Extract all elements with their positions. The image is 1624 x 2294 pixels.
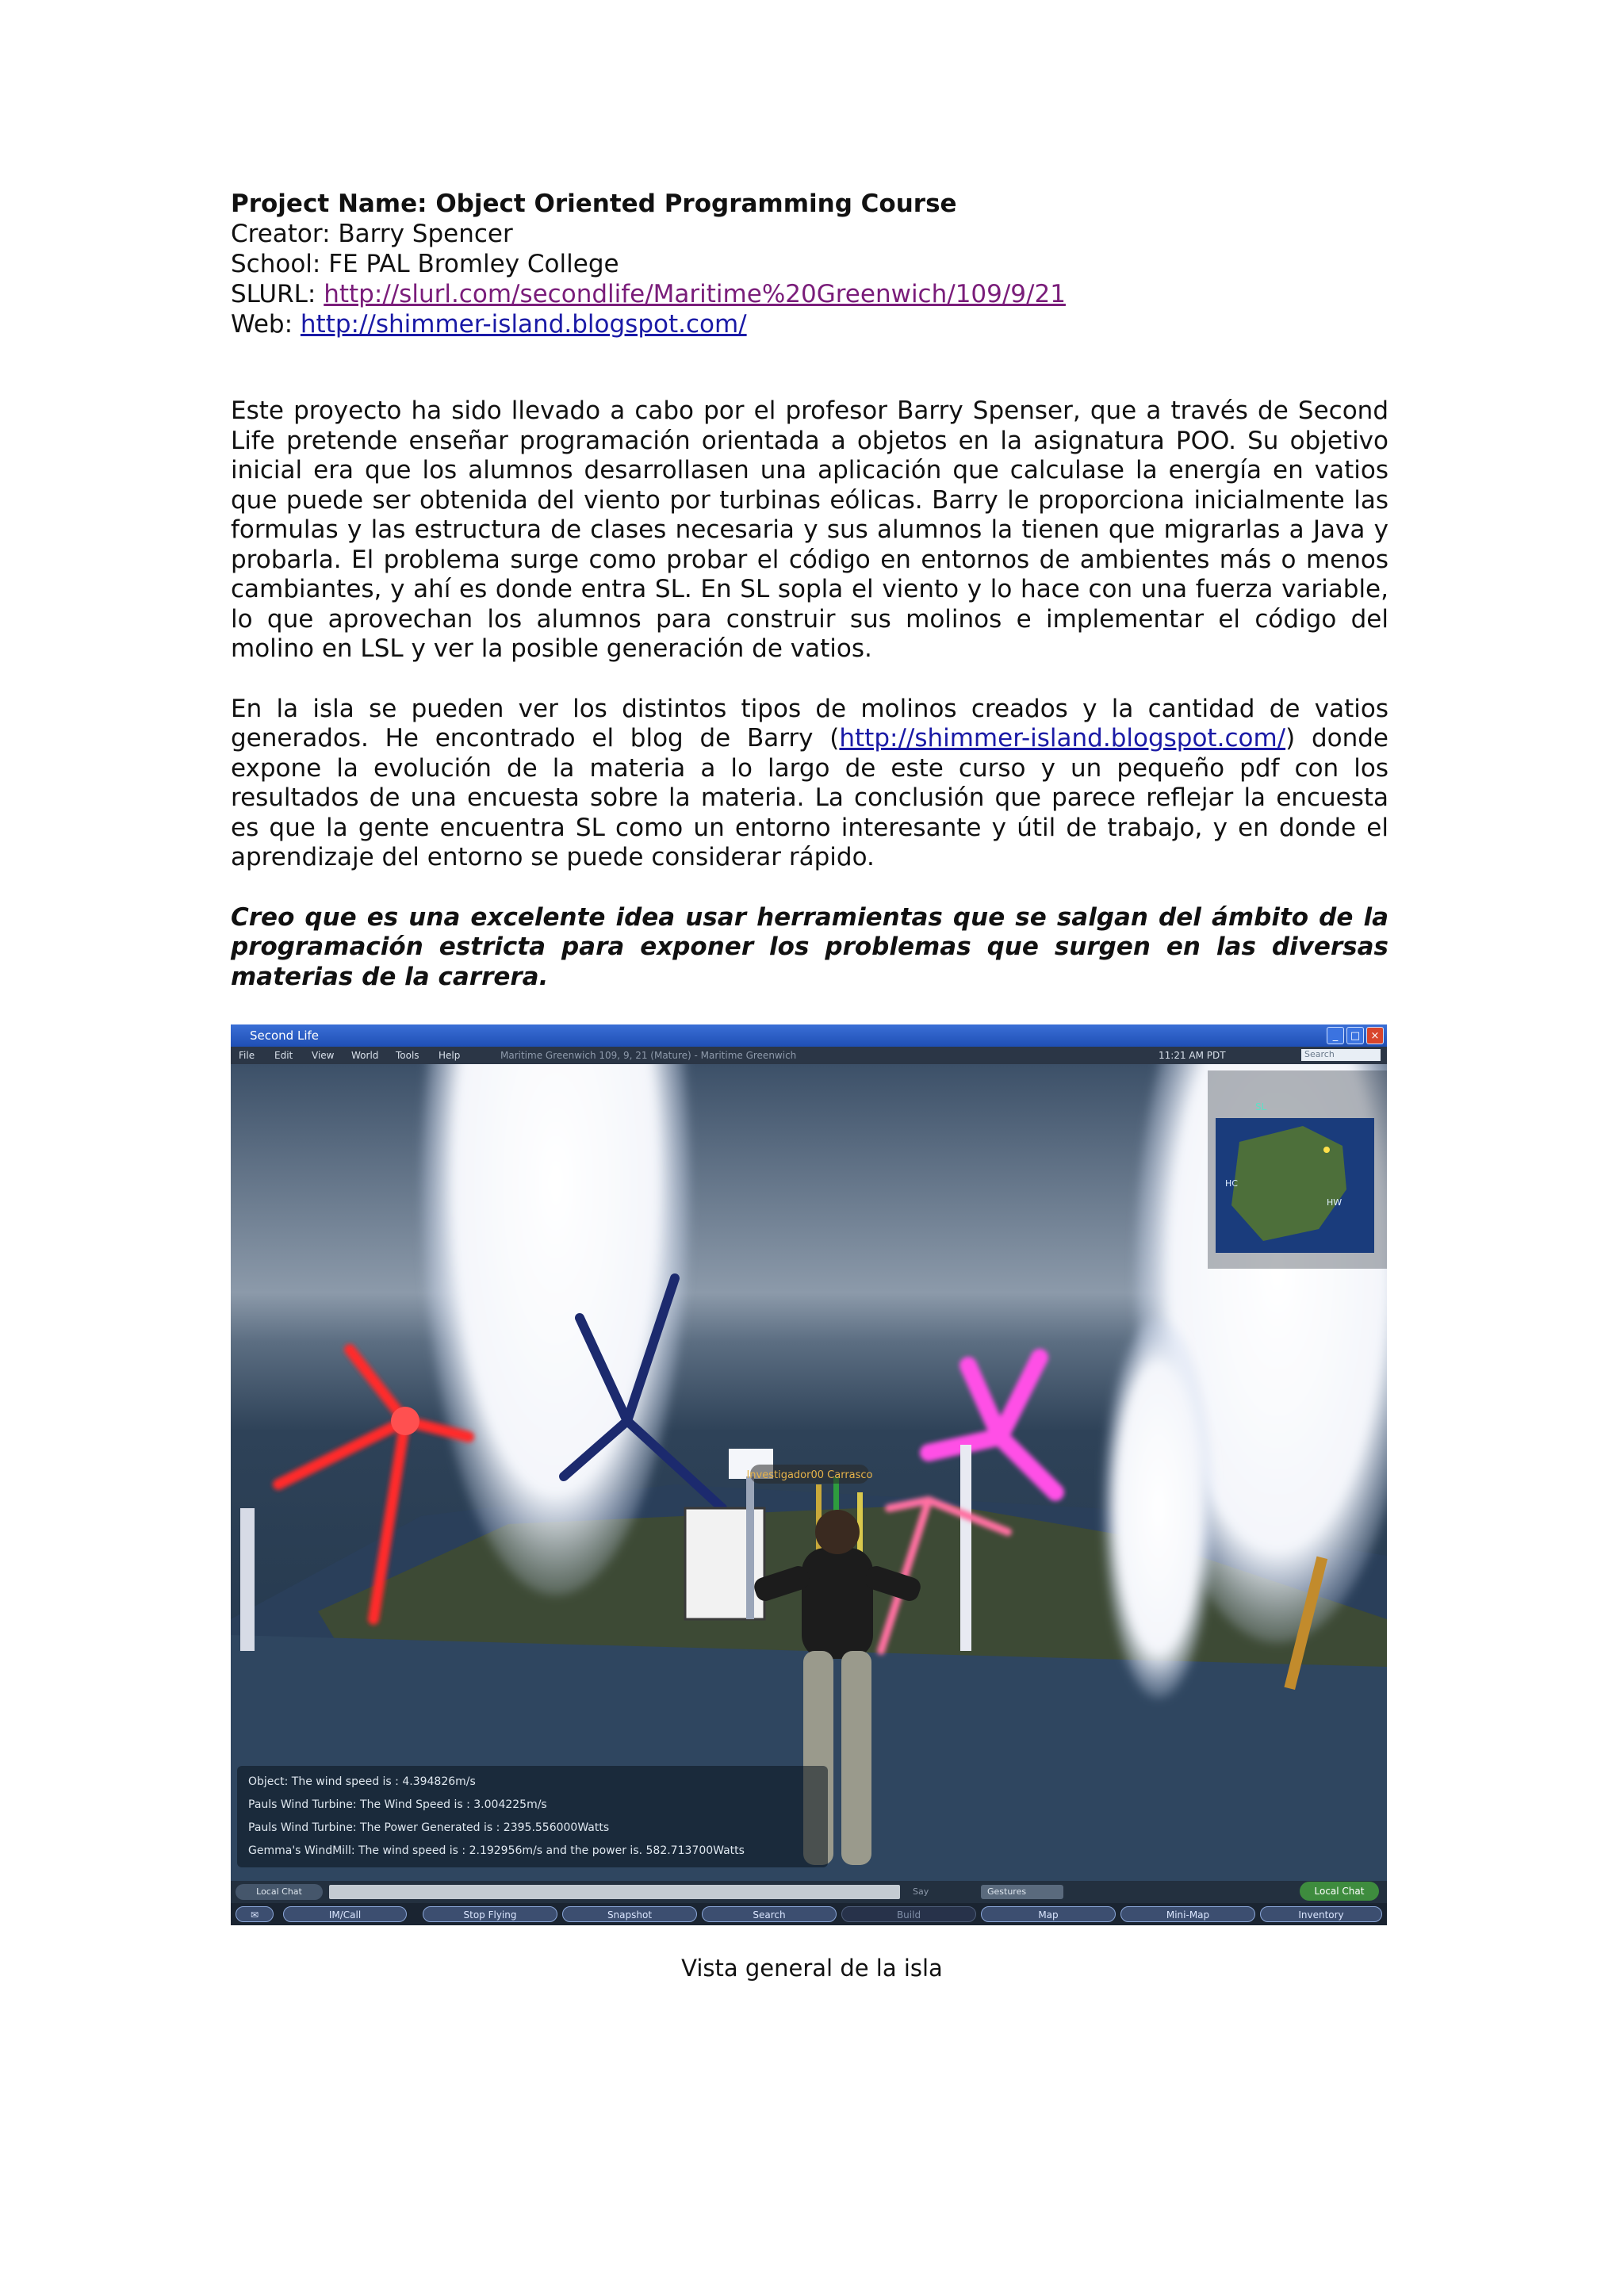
- search-input[interactable]: Search: [1301, 1049, 1381, 1061]
- maximize-button[interactable]: □: [1346, 1027, 1364, 1044]
- menu-help[interactable]: Help: [439, 1050, 461, 1061]
- chat-line: Pauls Wind Turbine: The Power Generated is : 2395.556000Watts: [248, 1821, 610, 1834]
- paragraph-island-after: ) donde expone la evolución de la materia a lo largo de este curso y un pequeño pdf con los resultados de una encuesta sobre la materia. La conclusión que parece reflejar la encuesta es que la gente encuentra SL como un entorno interesante y útil de trabajo, y en donde el aprendizaje del entorno se puede considerar rápido.: [231, 724, 1388, 871]
- chat-input[interactable]: [329, 1885, 900, 1899]
- slurl-label: SLURL:: [231, 280, 324, 308]
- paragraph-opinion: Creo que es una excelente idea usar herramientas que se salgan del ámbito de la programación estricta para exponer los problemas que surgen en las diversas materias de la carrera.: [231, 902, 1388, 991]
- web-link[interactable]: http://shimmer-island.blogspot.com/: [300, 310, 747, 339]
- communicate-icon[interactable]: ✉: [236, 1906, 274, 1922]
- slurl-line: [231, 279, 1388, 309]
- menu-world[interactable]: World: [351, 1050, 379, 1061]
- paragraph-island-before: En la isla se pueden ver los distintos tipos de molinos creados y la cantidad de vatios generados. He encontrado el blog de Barry (: [231, 694, 1388, 753]
- figure-caption: Vista general de la isla: [681, 1955, 943, 1982]
- search-button[interactable]: Search: [702, 1906, 837, 1922]
- snapshot-button[interactable]: Snapshot: [562, 1906, 697, 1922]
- minimap-label-sl: SL: [1255, 1101, 1267, 1113]
- chat-line: Pauls Wind Turbine: The Wind Speed is : 3.004225m/s: [248, 1798, 547, 1811]
- avatar-name-tag: Investigador00 Carrasco: [746, 1469, 873, 1481]
- second-life-screenshot: [231, 1024, 1387, 1925]
- chat-bar: [231, 1881, 1387, 1903]
- document-body: [231, 189, 1388, 992]
- chat-history: [237, 1766, 828, 1867]
- local-chat-button[interactable]: Local Chat: [1300, 1882, 1379, 1901]
- clock: 11:21 AM PDT: [1159, 1050, 1226, 1061]
- mini-map[interactable]: [1208, 1070, 1387, 1269]
- web-label: Web:: [231, 310, 301, 339]
- web-line: [231, 309, 1388, 339]
- close-button[interactable]: ×: [1366, 1027, 1384, 1044]
- build-button[interactable]: Build: [841, 1906, 976, 1922]
- minimap-label-hw: HW: [1327, 1197, 1342, 1208]
- creator-line: Creator: Barry Spencer: [231, 220, 513, 248]
- menu-bar: [231, 1047, 1387, 1064]
- chat-history-button[interactable]: Local Chat: [236, 1884, 323, 1900]
- chat-line: Gemma's WindMill: The wind speed is : 2.192956m/s and the power is. 582.713700Watts: [248, 1844, 745, 1857]
- project-name: Project Name: Object Oriented Programming Course: [231, 190, 957, 218]
- school-line: School: FE PAL Bromley College: [231, 250, 619, 278]
- inventory-button[interactable]: Inventory: [1260, 1906, 1382, 1922]
- menu-tools[interactable]: Tools: [396, 1050, 419, 1061]
- minimize-button[interactable]: _: [1327, 1027, 1344, 1044]
- chat-line: Object: The wind speed is : 4.394826m/s: [248, 1775, 476, 1788]
- menu-file[interactable]: File: [239, 1050, 255, 1061]
- slurl-link[interactable]: http://slurl.com/secondlife/Maritime%20Greenwich/109/9/21: [324, 280, 1066, 308]
- window-titlebar: [231, 1024, 1387, 1047]
- menu-view[interactable]: View: [312, 1050, 335, 1061]
- stop-flying-button[interactable]: Stop Flying: [423, 1906, 557, 1922]
- mini-map-button[interactable]: Mini-Map: [1120, 1906, 1255, 1922]
- map-button[interactable]: Map: [981, 1906, 1116, 1922]
- minimap-label-hc: HC: [1225, 1178, 1238, 1189]
- menu-edit[interactable]: Edit: [274, 1050, 293, 1061]
- say-button[interactable]: Say: [913, 1886, 929, 1897]
- bottom-toolbar: [231, 1903, 1387, 1925]
- paragraph-island: [231, 695, 1388, 873]
- paragraph-intro: Este proyecto ha sido llevado a cabo por el profesor Barry Spenser, que a través de Second Life pretende enseñar programación orientada a objetos en la asignatura POO. Su objetivo inicial era que los alumnos desarrollasen una aplicación que calculase la energía en vatios que puede ser obtenida del viento por turbinas eólicas. Barry le proporciona inicialmente las formulas y las estructura de clases necesaria y sus alumnos la tienen que migrarlas a Java y probarla. El problema surge como probar el código en entornos de ambientes más o menos cambiantes, y ahí es donde entra SL. En SL sopla el viento y lo hace con una fuerza variable, lo que aprovechan los alumnos para construir sus molinos e implementar el código del molino en LSL y ver la posible generación de vatios.: [231, 396, 1388, 663]
- blog-link[interactable]: http://shimmer-island.blogspot.com/: [839, 724, 1286, 753]
- location-status: Maritime Greenwich 109, 9, 21 (Mature) - Maritime Greenwich: [500, 1050, 797, 1061]
- window-title: Second Life: [250, 1028, 320, 1043]
- gestures-dropdown[interactable]: Gestures: [981, 1885, 1063, 1899]
- im-call-button[interactable]: IM/Call: [283, 1906, 407, 1922]
